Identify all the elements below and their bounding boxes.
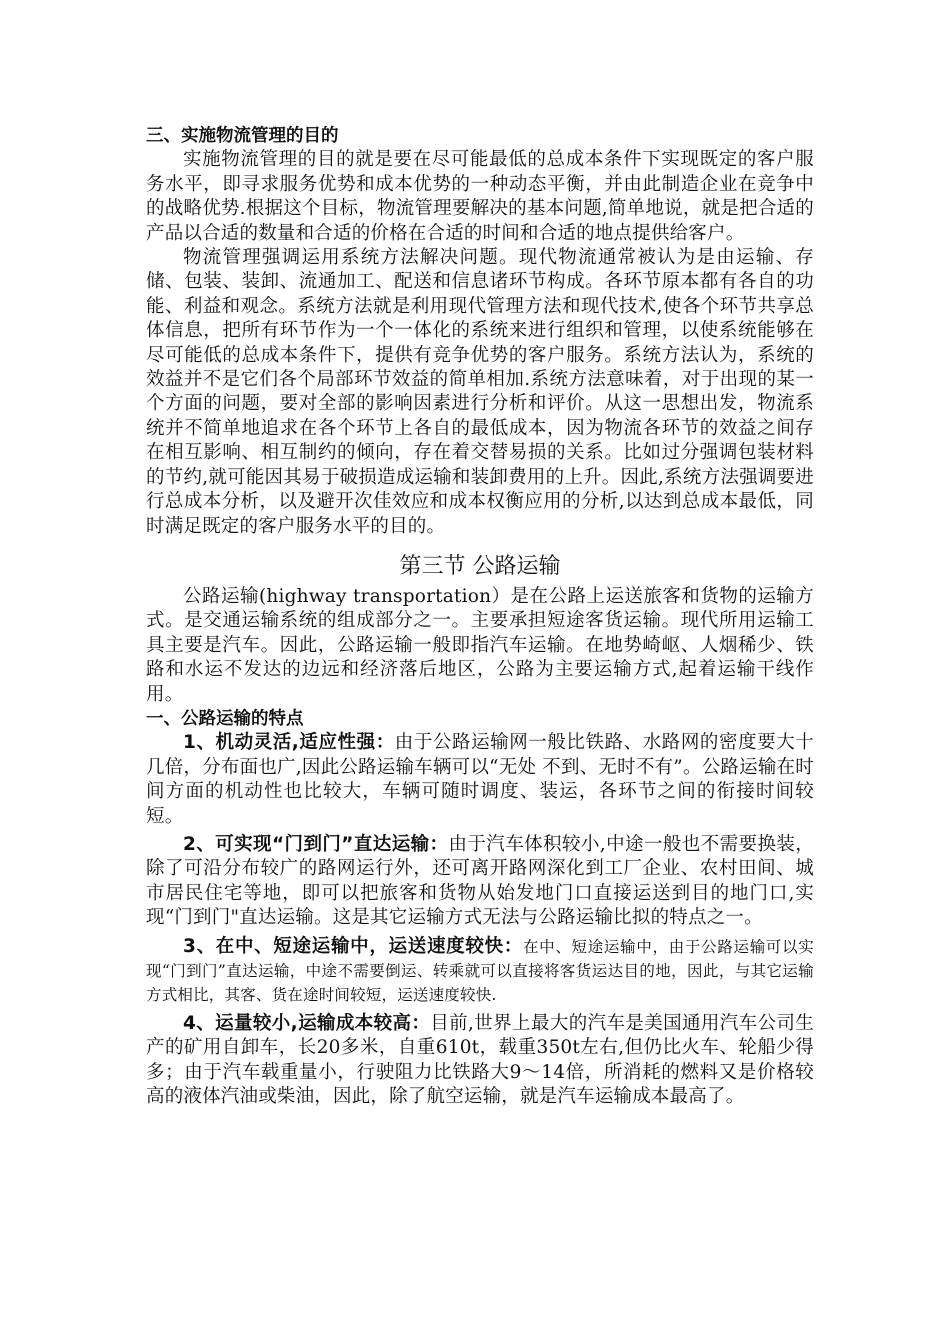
feature-3-lead: 3、在中、短途运输中，运送速度较快： (183, 935, 523, 957)
paragraph-purpose: 实施物流管理的目的就是要在尽可能最低的总成本条件下实现既定的客户服务水平，即寻求服务优势和成本优势的一种动态平衡，并由此制造企业在竞争中的战略优势.根据这个目标，物流管理要解决的基本问题,简单地说，就是把合适的产品以合适的数量和合适的价格在合适的时间和合适的地点提供给客户。 (146, 149, 814, 244)
feature-item-2 (146, 833, 814, 931)
chapter-section-title: 第三节 公路运输 (399, 553, 561, 579)
feature-3-text: 在中、短途运输中，由于公路运输可以实现“门到门”直达运输，中途不需要倒运、转乘就可以直接将客货运达目的地，因此，与其它运输方式相比，其客、货在途时间较短，运送速度较快. (146, 937, 814, 1005)
section-heading-purpose: 三、实施物流管理的目的 (146, 126, 339, 146)
document-page (146, 124, 814, 1109)
feature-1-text: 由于公路运输网一般比铁路、水路网的密度要大十几倍，分布面也广,因此公路运输车辆可以“无处 不到、无时不有”。公路运输在时间方面的机动性也比较大，车辆可随时调度、装运，各环节之间的衔接时间较短。 (146, 732, 814, 827)
feature-4-text: 目前,世界上最大的汽车是美国通用汽车公司生产的矿用自卸车，长20多米，自重610t，载重350t左右,但仍比火车、轮船少得多；由于汽车载重量小，行驶阻力比铁路大9～14倍，所消耗的燃料又是价格较高的液体汽油或柴油，因此，除了航空运输，就是汽车运输成本最高了。 (146, 1012, 814, 1108)
feature-item-1 (146, 731, 814, 829)
subsection-heading-features: 一、公路运输的特点 (146, 708, 304, 729)
feature-2-lead: 2、可实现“门到门”直达运输： (183, 833, 449, 855)
feature-1-lead: 1、机动灵活,适应性强： (183, 732, 395, 754)
paragraph-highway-intro: 公路运输(highway transportation）是在公路上运送旅客和货物的运输方式。是交通运输系统的组成部分之一。主要承担短途客货运输。现代所用运输工具主要是汽车。因此，公路运输一般即指汽车运输。在地势崎岖、人烟稀少、铁路和水运不发达的边远和经济落后地区，公路为主要运输方式,起着运输干线作用。 (146, 585, 814, 705)
feature-item-4 (146, 1012, 814, 1110)
paragraph-system-method: 物流管理强调运用系统方法解决问题。现代物流通常被认为是由运输、存储、包装、装卸、流通加工、配送和信息诸环节构成。各环节原本都有各自的功能、利益和观念。系统方法就是利用现代管理方法和现代技术,使各个环节共享总体信息，把所有环节作为一个一体化的系统来进行组织和管理，以使系统能够在尽可能低的总成本条件下，提供有竞争优势的客户服务。系统方法认为，系统的效益并不是它们各个局部环节效益的简单相加.系统方法意味着，对于出现的某一个方面的问题，要对全部的影响因素进行分析和评价。从这一思想出发，物流系统并不简单地追求在各个环节上各自的最低成本，因为物流各环节的效益之间存在相互影响、相互制约的倾向，存在着交替易损的关系。比如过分强调包装材料的节约,就可能因其易于破损造成运输和装卸费用的上升。因此,系统方法强调要进行总成本分析，以及避开次佳效应和成本权衡应用的分析,以达到总成本最低，同时满足既定的客户服务水平的目的。 (146, 247, 814, 537)
feature-4-lead: 4、运量较小,运输成本较高： (183, 1012, 431, 1034)
feature-2-text: 由于汽车体积较小,中途一般也不需要换装，除了可沿分布较广的路网运行外，还可离开路网深化到工厂企业、农村田间、城市居民住宅等地，即可以把旅客和货物从始发地门口直接运送到目的地门口,实现“门到门"直达运输。这是其它运输方式无法与公路运输比拟的特点之一。 (146, 833, 814, 929)
feature-item-3 (146, 935, 814, 1008)
